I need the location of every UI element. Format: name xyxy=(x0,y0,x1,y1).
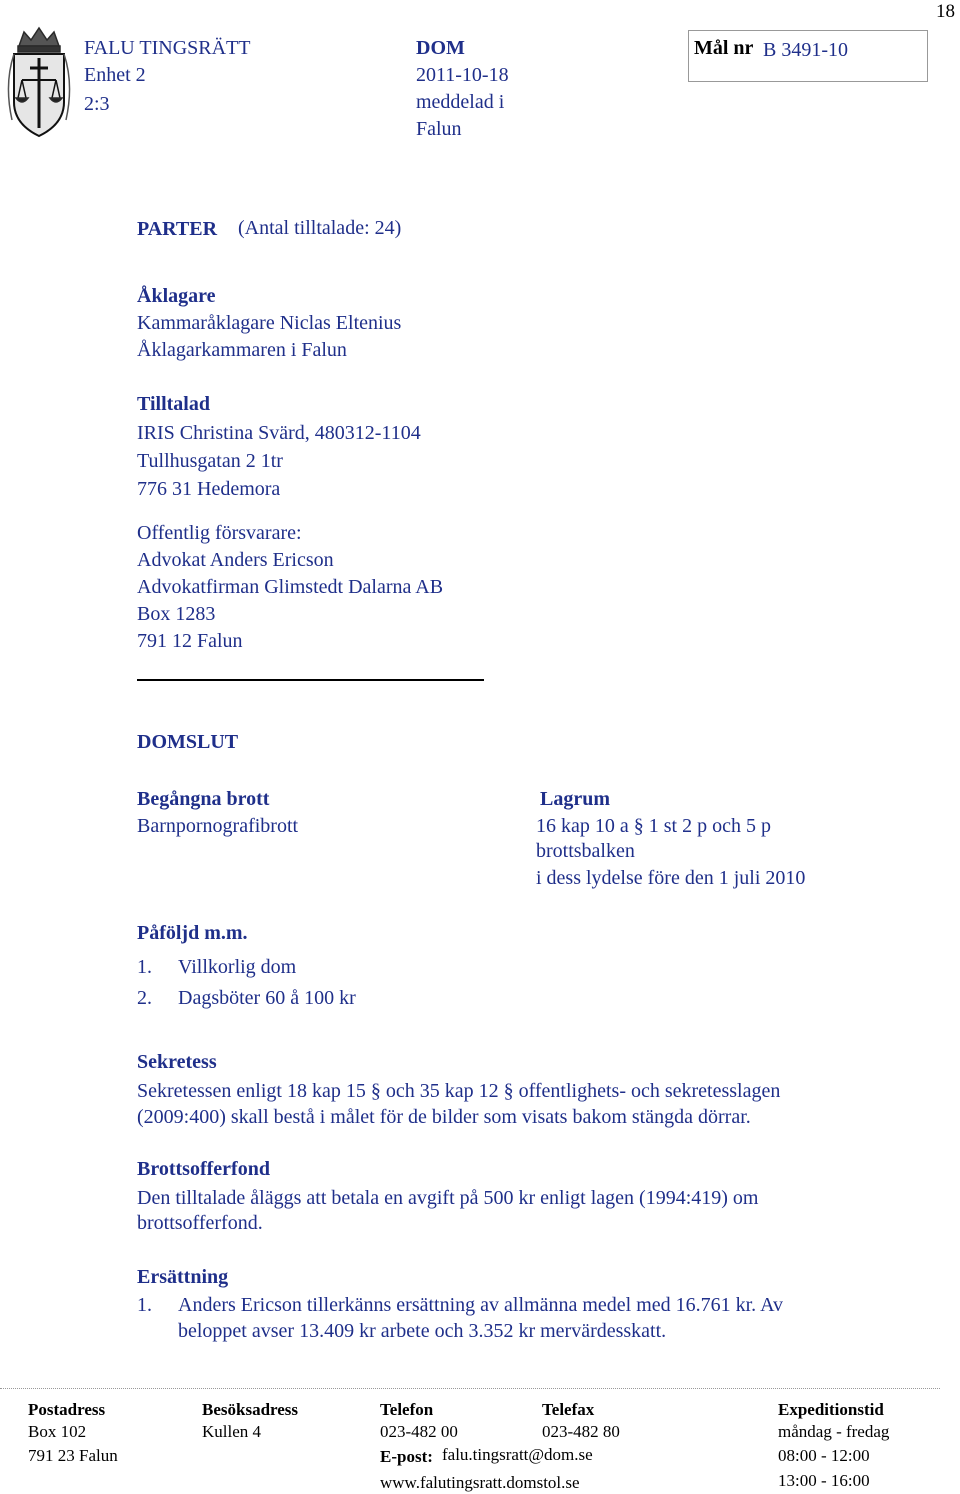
footer-fax-heading: Telefax xyxy=(542,1400,595,1419)
footer-postal-line2: 791 23 Falun xyxy=(28,1446,118,1465)
verdict-heading: DOMSLUT xyxy=(137,731,239,753)
case-label: Mål nr xyxy=(694,37,754,59)
issued-place: Falun xyxy=(416,118,462,140)
footer-phone-heading: Telefon xyxy=(380,1400,434,1419)
sanction-item-num: 1. xyxy=(137,956,152,978)
compensation-line-2: beloppet avser 13.409 kr arbete och 3.352 kr mervärdesskatt. xyxy=(178,1320,667,1342)
compensation-heading: Ersättning xyxy=(137,1266,229,1288)
law-heading: Lagrum xyxy=(540,788,610,810)
defendant-address2: 776 31 Hedemora xyxy=(137,478,281,500)
document-type: DOM xyxy=(416,37,465,59)
footer-website[interactable]: www.falutingsratt.domstol.se xyxy=(380,1473,580,1492)
footer-email[interactable]: falu.tingsratt@dom.se xyxy=(442,1445,593,1464)
crimes-heading: Begångna brott xyxy=(137,788,270,810)
counsel-label: Offentlig försvarare: xyxy=(137,522,302,544)
coat-of-arms-icon xyxy=(4,24,74,148)
issued-label: meddelad i xyxy=(416,91,505,113)
sanction-heading: Påföljd m.m. xyxy=(137,922,248,944)
secrecy-line-2: (2009:400) skall bestå i målet för de bilder som visats bakom stängda dörrar. xyxy=(137,1106,751,1128)
counsel-city: 791 12 Falun xyxy=(137,630,243,652)
document-date: 2011-10-18 xyxy=(416,64,509,86)
defendant-name: IRIS Christina Svärd, 480312-1104 xyxy=(137,422,421,444)
page-number: 18 xyxy=(936,1,955,22)
case-number: B 3491-10 xyxy=(763,39,848,61)
sanction-item-text: Dagsböter 60 å 100 kr xyxy=(178,987,356,1009)
court-unit: Enhet 2 xyxy=(84,64,146,86)
compensation-line-1: Anders Ericson tillerkänns ersättning av allmänna medel med 16.761 kr. Av xyxy=(178,1294,784,1316)
footer-postal-line1: Box 102 xyxy=(28,1422,87,1441)
footer-hours-days: måndag - fredag xyxy=(778,1422,890,1441)
defendant-address1: Tullhusgatan 2 1tr xyxy=(137,450,283,472)
sanction-item-num: 2. xyxy=(137,987,152,1009)
footer-postal-heading: Postadress xyxy=(28,1400,106,1419)
crime-name: Barnpornografibrott xyxy=(137,815,299,837)
prosecutor-name: Kammaråklagare Niclas Eltenius xyxy=(137,312,402,334)
parties-heading: PARTER xyxy=(137,218,218,240)
defendant-heading: Tilltalad xyxy=(137,393,210,415)
counsel-box: Box 1283 xyxy=(137,603,216,625)
secrecy-line-1: Sekretessen enligt 18 kap 15 § och 35 kap 12 § offentlighets- och sekretesslagen xyxy=(137,1080,781,1102)
counsel-firm: Advokatfirman Glimstedt Dalarna AB xyxy=(137,576,444,598)
footer-phone: 023-482 00 xyxy=(380,1422,458,1441)
footer-divider xyxy=(0,1388,940,1389)
court-name: FALU TINGSRÄTT xyxy=(84,37,251,59)
counsel-name: Advokat Anders Ericson xyxy=(137,549,334,571)
prosecutor-office: Åklagarkammaren i Falun xyxy=(137,339,347,361)
secrecy-heading: Sekretess xyxy=(137,1051,217,1073)
fund-line-1: Den tilltalade åläggs att betala en avgift på 500 kr enligt lagen (1994:419) om xyxy=(137,1187,759,1209)
court-division: 2:3 xyxy=(84,93,110,115)
footer-hours-heading: Expeditionstid xyxy=(778,1400,884,1419)
fund-heading: Brottsofferfond xyxy=(137,1158,270,1180)
section-divider xyxy=(137,679,484,681)
fund-line-2: brottsofferfond. xyxy=(137,1212,263,1234)
footer-fax: 023-482 80 xyxy=(542,1422,620,1441)
parties-count: (Antal tilltalade: 24) xyxy=(238,217,402,239)
footer-visit-heading: Besöksadress xyxy=(202,1400,299,1419)
prosecutor-heading: Åklagare xyxy=(137,285,216,307)
footer-visit-line1: Kullen 4 xyxy=(202,1422,262,1441)
law-line-1: 16 kap 10 a § 1 st 2 p och 5 p xyxy=(536,815,771,837)
footer-hours-morning: 08:00 - 12:00 xyxy=(778,1446,870,1465)
law-line-2: brottsbalken xyxy=(536,840,635,862)
sanction-item-text: Villkorlig dom xyxy=(178,956,297,978)
law-line-3: i dess lydelse före den 1 juli 2010 xyxy=(536,867,806,889)
footer-hours-afternoon: 13:00 - 16:00 xyxy=(778,1471,870,1490)
footer-email-label: E-post: xyxy=(380,1447,433,1466)
compensation-num: 1. xyxy=(137,1294,152,1316)
